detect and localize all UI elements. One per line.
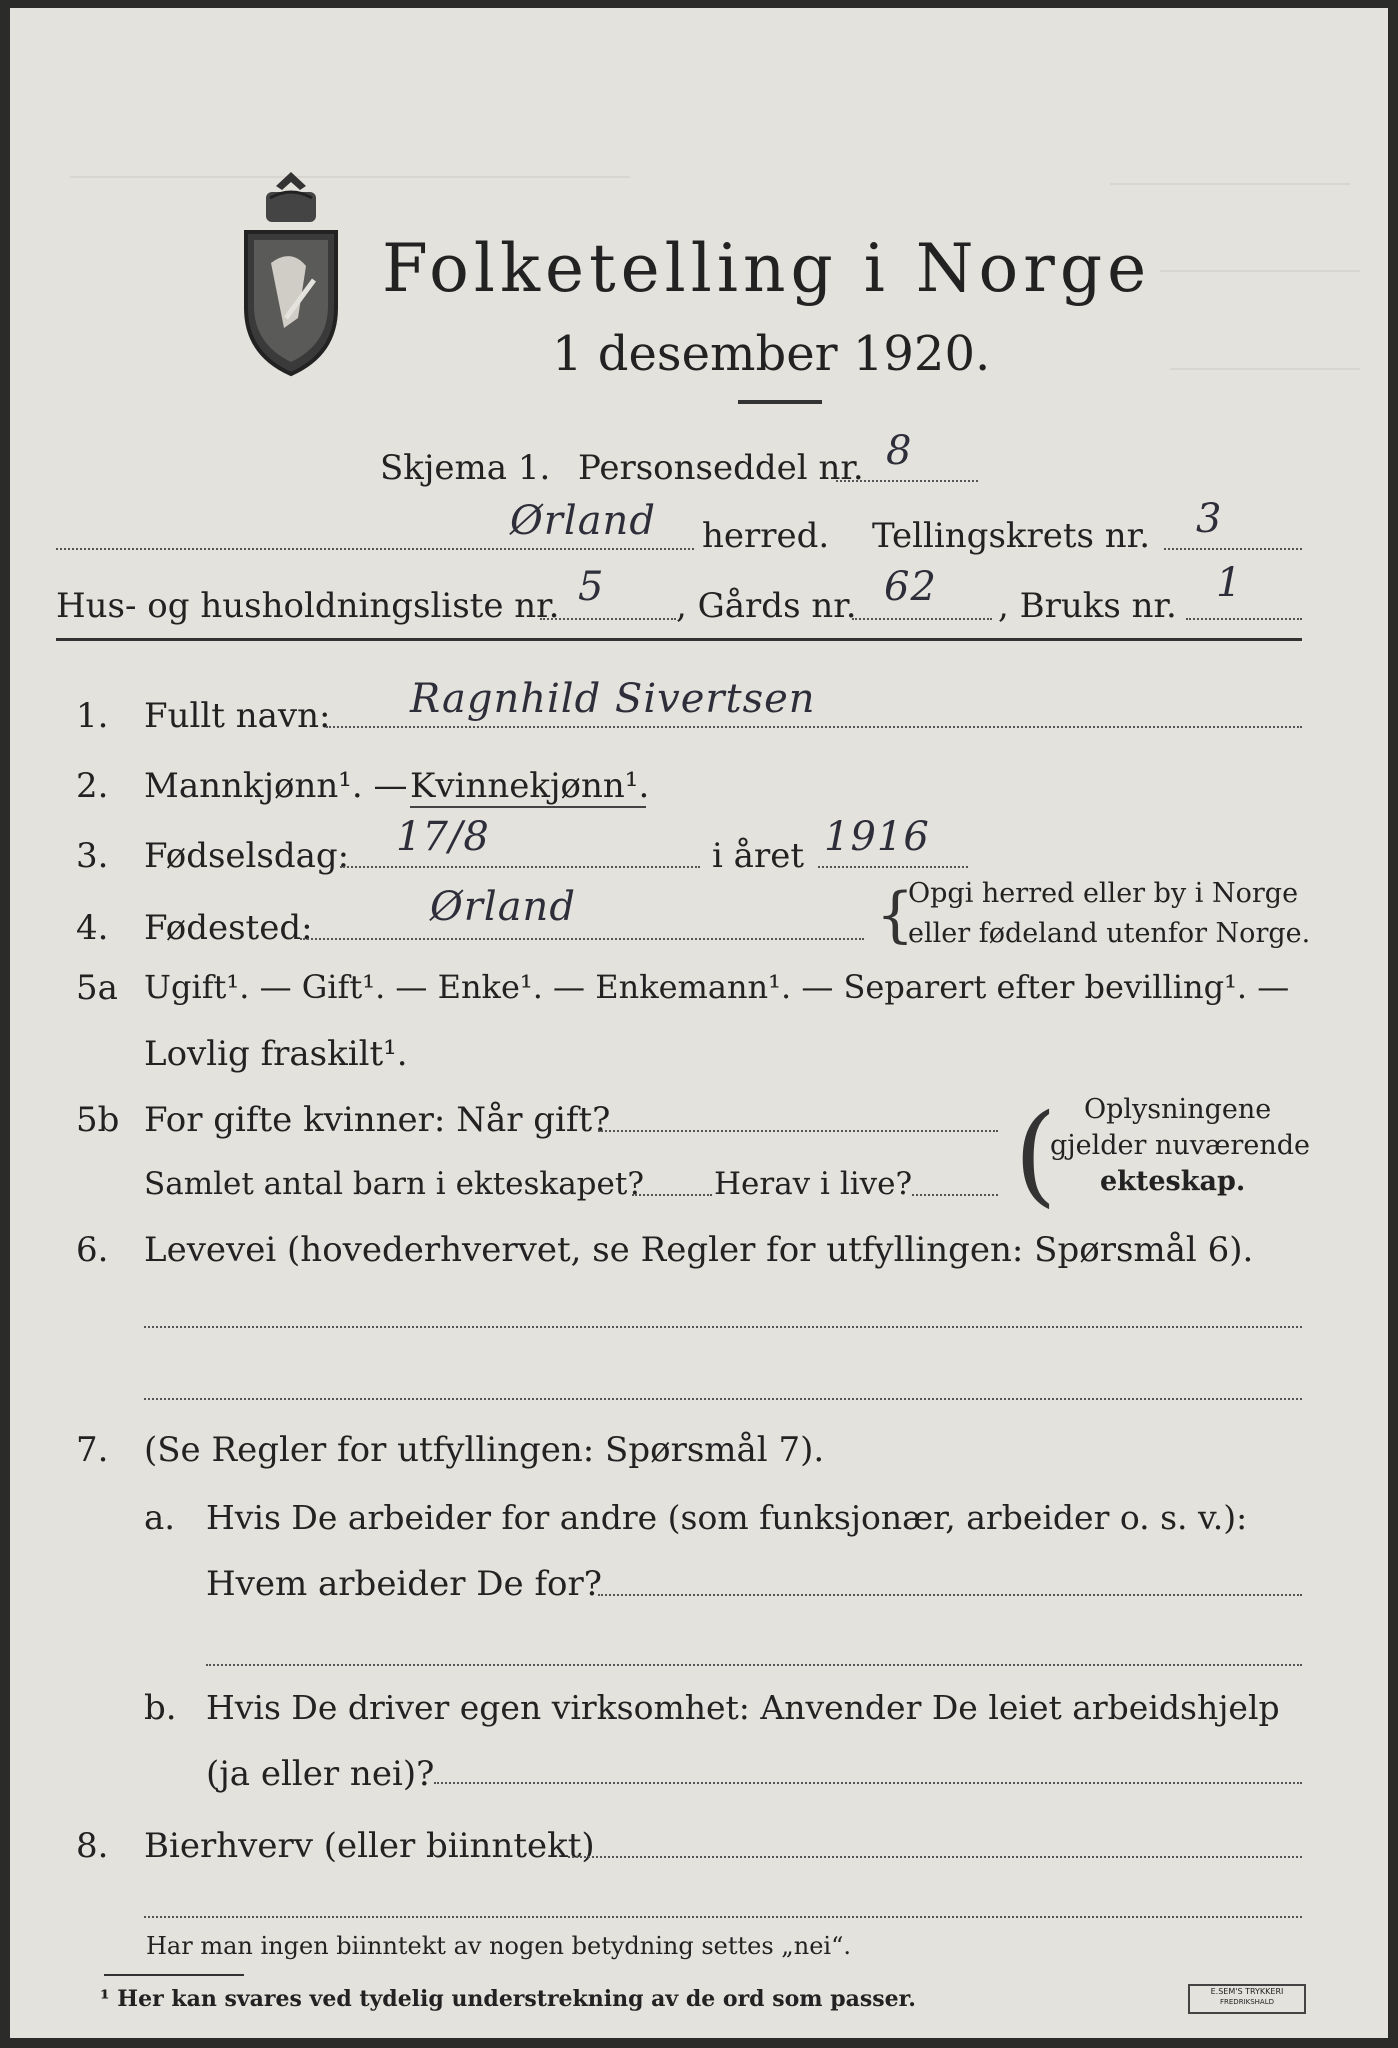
q3-year-value: 1916 bbox=[824, 814, 930, 860]
skjema-label: Skjema 1. bbox=[380, 448, 551, 488]
q8-number: 8. bbox=[76, 1826, 109, 1866]
footnote-rule bbox=[104, 1974, 244, 1976]
q4-label: Fødested: bbox=[144, 908, 313, 948]
q7b-letter: b. bbox=[144, 1688, 177, 1728]
q5a-options-line1: Ugift¹. — Gift¹. — Enke¹. — Enkemann¹. — Separert efter bevilling¹. — bbox=[144, 968, 1290, 1006]
q5a-options-line2: Lovlig fraskilt¹. bbox=[144, 1034, 408, 1074]
q5b-note2: gjelder nuværende bbox=[1050, 1130, 1310, 1161]
q3-year-label: i året bbox=[712, 836, 804, 876]
printer-mark bbox=[1188, 1984, 1306, 2014]
herred-value: Ørland bbox=[510, 498, 656, 544]
tellingskrets-value: 3 bbox=[1196, 496, 1223, 542]
hus-label: Hus- og husholdningsliste nr. bbox=[56, 586, 560, 626]
q1-number: 1. bbox=[76, 696, 109, 736]
q6-number: 6. bbox=[76, 1230, 109, 1270]
gards-label: , Gårds nr. bbox=[676, 586, 857, 626]
q2-male-option: Mannkjønn¹. — bbox=[144, 766, 408, 806]
q3-label: Fødselsdag: bbox=[144, 836, 350, 876]
q2-female-underline bbox=[410, 806, 646, 808]
q1-full-name-value: Ragnhild Sivertsen bbox=[410, 676, 816, 722]
title-divider bbox=[738, 400, 822, 404]
q4-birthplace-value: Ørland bbox=[430, 884, 576, 930]
q4-brace: { bbox=[876, 880, 915, 950]
q5b-brace: ( bbox=[1014, 1090, 1057, 1218]
q3-birthdate-value: 17/8 bbox=[396, 814, 490, 860]
gards-value: 62 bbox=[884, 564, 937, 610]
q1-label: Fullt navn: bbox=[144, 696, 331, 736]
q3-number: 3. bbox=[76, 836, 109, 876]
census-form bbox=[10, 8, 1388, 2038]
form-title: Folketelling i Norge bbox=[382, 230, 1152, 307]
q5b-note3: ekteskap. bbox=[1100, 1166, 1246, 1197]
printer-line1: E.SEM'S TRYKKERI bbox=[1210, 1987, 1284, 1996]
header-rule bbox=[56, 638, 1302, 641]
q5b-note1: Oplysningene bbox=[1084, 1094, 1272, 1125]
tellingskrets-label: Tellingskrets nr. bbox=[872, 516, 1151, 556]
q4-number: 4. bbox=[76, 908, 109, 948]
form-date: 1 desember 1920. bbox=[552, 326, 991, 382]
bruks-value: 1 bbox=[1216, 560, 1243, 606]
q7a-letter: a. bbox=[144, 1498, 176, 1538]
personseddel-value: 8 bbox=[886, 428, 913, 474]
q7a-line1: Hvis De arbeider for andre (som funksjonær, arbeider o. s. v.): bbox=[206, 1498, 1248, 1537]
q7a-line2: Hvem arbeider De for? bbox=[206, 1564, 602, 1604]
q5a-number: 5a bbox=[76, 968, 118, 1008]
q5b-line1: For gifte kvinner: Når gift? bbox=[144, 1100, 611, 1140]
q5b-line2b: Herav i live? bbox=[714, 1166, 913, 1202]
q7-label: (Se Regler for utfyllingen: Spørsmål 7). bbox=[144, 1430, 825, 1470]
footnote-text: ¹ Her kan svares ved tydelig understrekning av de ord som passer. bbox=[100, 1986, 916, 2012]
printer-line2: FREDRIKSHALD bbox=[1219, 1998, 1274, 2006]
q8-label: Bierhverv (eller biinntekt) bbox=[144, 1826, 595, 1866]
bruks-label: , Bruks nr. bbox=[998, 586, 1177, 626]
footer-note: Har man ingen biinntekt av nogen betydning settes „nei“. bbox=[146, 1932, 851, 1960]
hus-value: 5 bbox=[578, 564, 605, 610]
q7-number: 7. bbox=[76, 1430, 109, 1470]
q7b-line1: Hvis De driver egen virksomhet: Anvender De leiet arbeidshjelp bbox=[206, 1688, 1280, 1727]
q2-female-option: Kvinnekjønn¹. bbox=[410, 766, 650, 806]
coat-of-arms-icon bbox=[236, 168, 346, 378]
q7b-line2: (ja eller nei)? bbox=[206, 1754, 435, 1794]
q4-note-line1: Opgi herred eller by i Norge bbox=[908, 878, 1299, 909]
herred-label: herred. bbox=[702, 516, 830, 556]
q4-note-line2: eller fødeland utenfor Norge. bbox=[908, 918, 1311, 949]
q2-number: 2. bbox=[76, 766, 109, 806]
q5b-line2a: Samlet antal barn i ekteskapet? bbox=[144, 1166, 644, 1202]
personseddel-label: Personseddel nr. bbox=[578, 448, 864, 488]
q6-label: Levevei (hovederhvervet, se Regler for utfyllingen: Spørsmål 6). bbox=[144, 1230, 1254, 1270]
q5b-number: 5b bbox=[76, 1100, 120, 1140]
